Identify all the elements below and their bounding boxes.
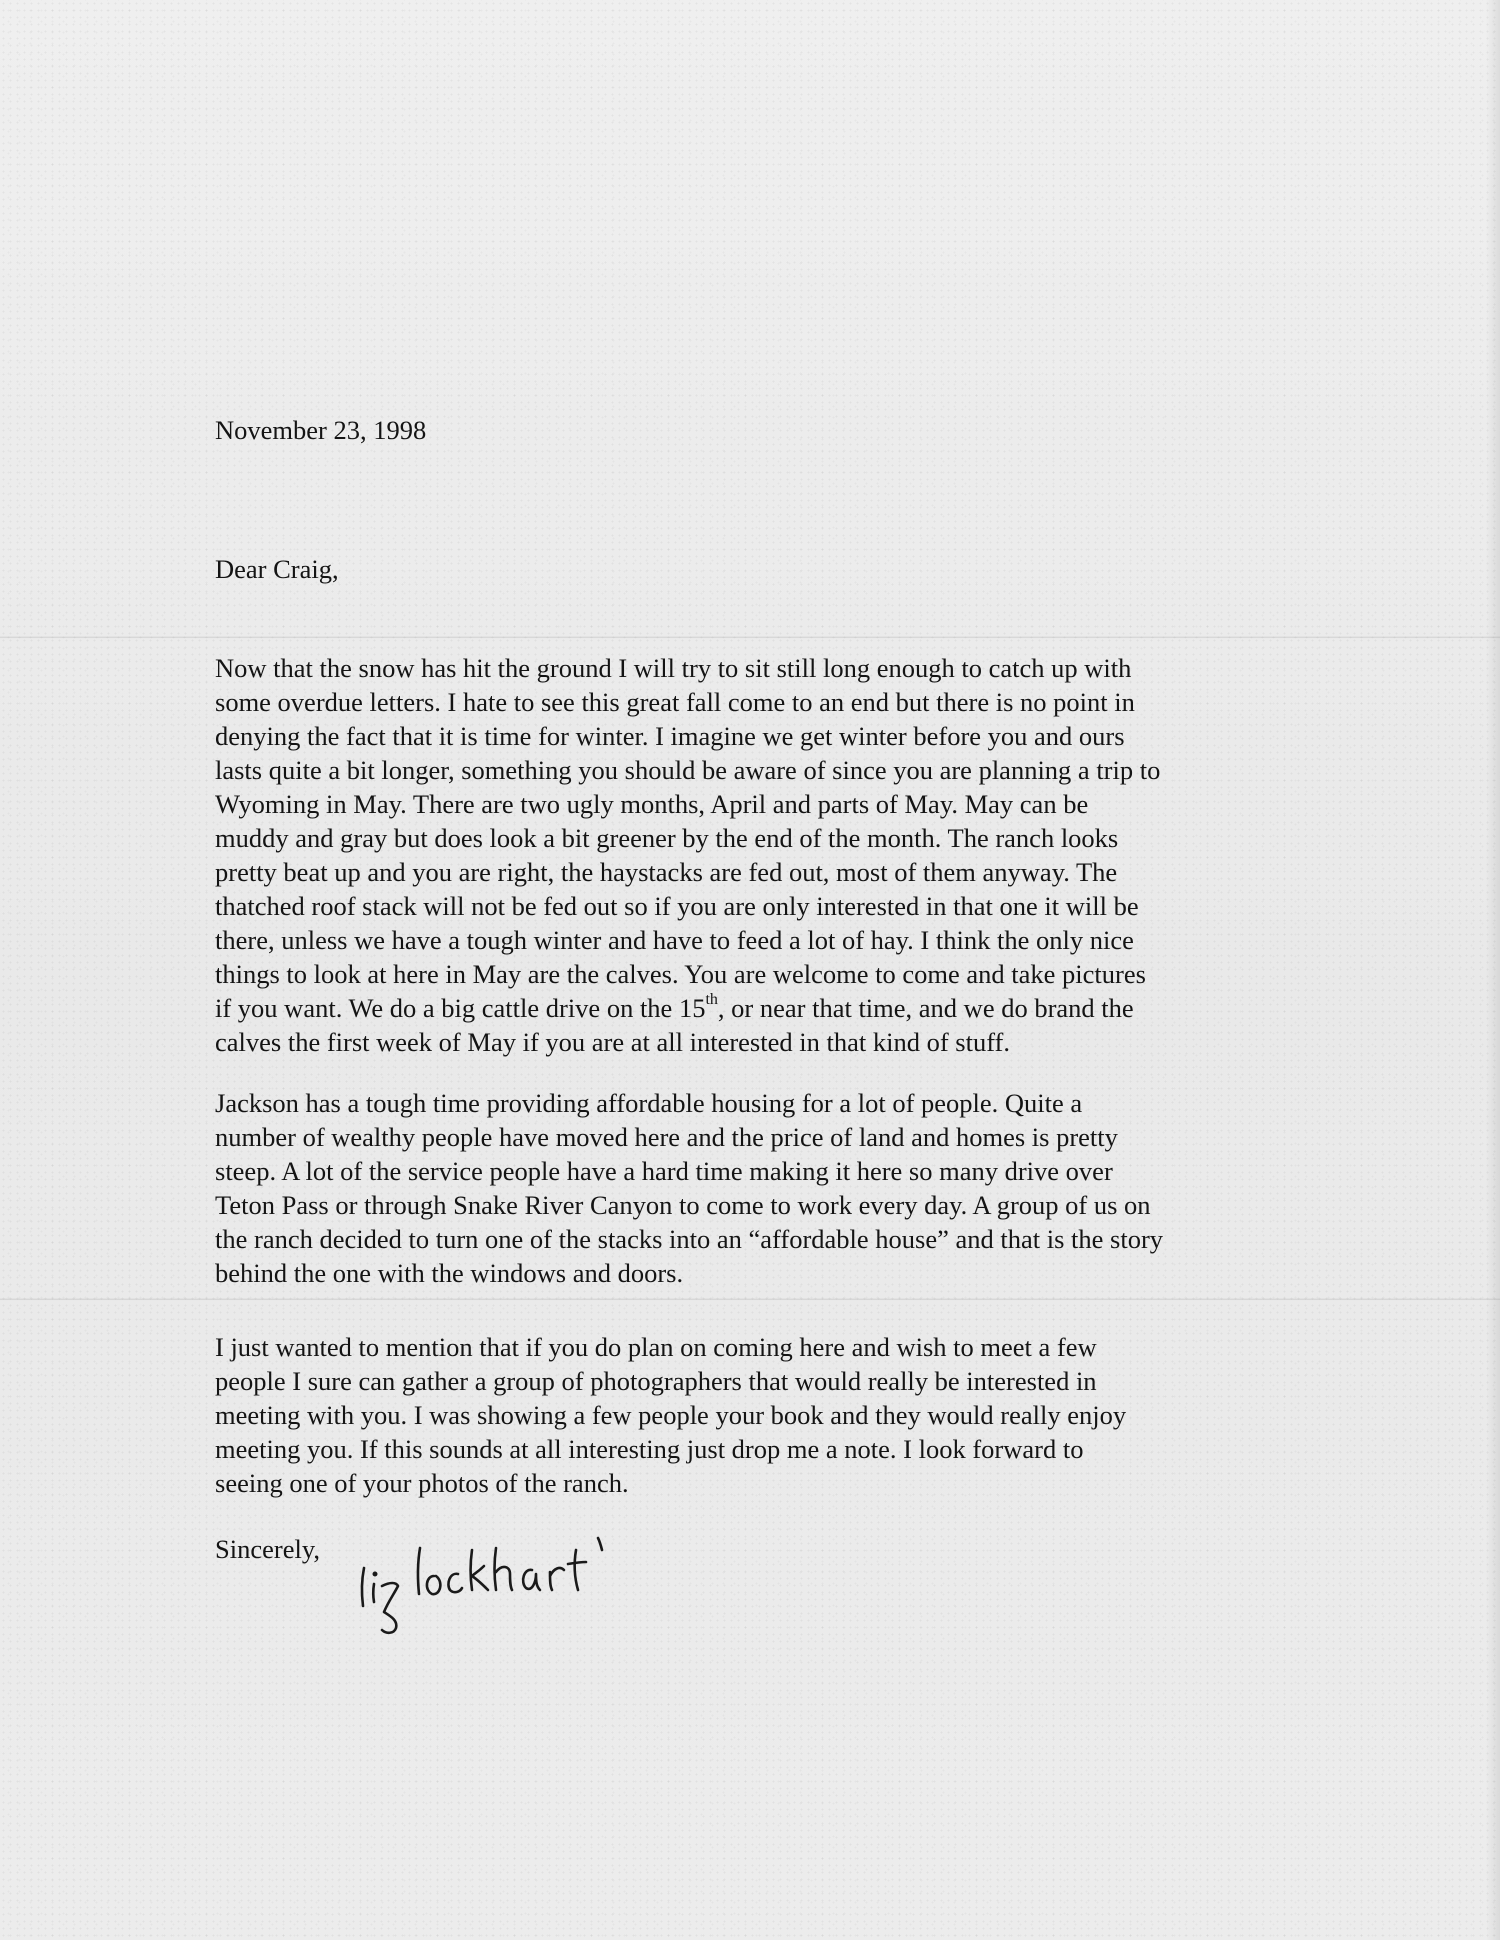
text-line: meeting with you. I was showing a few people your book and they would really enjoy [215,1400,1127,1430]
text-fragment: if you want. We do a big cattle drive on the 15 [215,993,706,1023]
paper-fold-crease [0,1298,1500,1301]
text-line: things to look at here in May are the calves. You are welcome to come and take pictures [215,959,1146,989]
text-line: some overdue letters. I hate to see this great fall come to an end but there is no point in [215,687,1135,717]
text-line: denying the fact that it is time for winter. I imagine we get winter before you and ours [215,721,1125,751]
handwritten-signature [350,1510,630,1640]
letter-salutation: Dear Craig, [215,554,339,584]
text-line: thatched roof stack will not be fed out so if you are only interested in that one it will be [215,891,1139,921]
text-line: seeing one of your photos of the ranch. [215,1468,629,1498]
letter-closing: Sincerely, [215,1534,320,1564]
signature-graphic [350,1510,630,1640]
text-line: Jackson has a tough time providing affordable housing for a lot of people. Quite a [215,1088,1083,1118]
letter-date: November 23, 1998 [215,415,427,445]
paper-fold-crease [0,636,1500,639]
ordinal-superscript: th [705,991,718,1009]
paper-edge-shadow [1486,0,1500,1940]
paragraph-3 [215,1330,1285,1500]
text-line: lasts quite a bit longer, something you should be aware of since you are planning a trip to [215,755,1161,785]
text-line: the ranch decided to turn one of the stacks into an “affordable house” and that is the story [215,1224,1164,1254]
text-line: pretty beat up and you are right, the haystacks are fed out, most of them anyway. The [215,857,1118,887]
text-line: steep. A lot of the service people have a hard time making it here so many drive over [215,1156,1113,1186]
text-line: calves the first week of May if you are at all interested in that kind of stuff. [215,1027,1010,1057]
text-line: I just wanted to mention that if you do plan on coming here and wish to meet a few [215,1332,1097,1362]
text-line: Teton Pass or through Snake River Canyon to come to work every day. A group of us on [215,1190,1151,1220]
text-line: people I sure can gather a group of photographers that would really be interested in [215,1366,1097,1396]
text-fragment: , or near that time, and we do brand the [717,993,1134,1023]
text-line: Wyoming in May. There are two ugly months, April and parts of May. May can be [215,789,1089,819]
text-line [215,991,1285,1025]
text-line: muddy and gray but does look a bit greener by the end of the month. The ranch looks [215,823,1119,853]
paragraph-2 [215,1086,1285,1290]
text-line: behind the one with the windows and doors. [215,1258,684,1288]
text-line: number of wealthy people have moved here and the price of land and homes is pretty [215,1122,1118,1152]
text-line: meeting you. If this sounds at all interesting just drop me a note. I look forward to [215,1434,1084,1464]
text-line: there, unless we have a tough winter and have to feed a lot of hay. I think the only nice [215,925,1134,955]
text-line: Now that the snow has hit the ground I will try to sit still long enough to catch up with [215,653,1132,683]
paragraph-1 [215,651,1285,1059]
